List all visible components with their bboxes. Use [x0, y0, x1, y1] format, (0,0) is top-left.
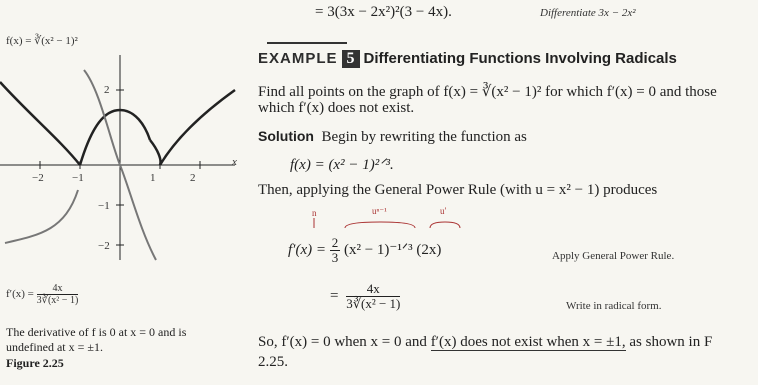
- so-text-b: f′(x) does not exist when x = ±1,: [430, 334, 626, 350]
- derivative-left: [5, 190, 78, 243]
- brace-u: u′: [440, 206, 447, 216]
- figure-graph: [0, 30, 240, 290]
- derivative-fraction-num: 4x: [37, 283, 79, 295]
- top-note: Differentiate 3x − 2x²: [540, 7, 636, 19]
- figure-caption: Figure 2.25: [6, 356, 64, 370]
- solution-line: [258, 128, 527, 146]
- radical-note: Write in radical form.: [566, 300, 662, 312]
- caption-line1: The derivative of f is 0 at x = 0 and is: [6, 325, 187, 339]
- example-title: Differentiating Functions Involving Radicals: [363, 50, 677, 67]
- curve-left: [0, 82, 80, 165]
- x-tick-label-neg1: −1: [72, 172, 84, 184]
- x-tick-label-1: 1: [150, 172, 156, 184]
- rewrite-equation: f(x) = (x² − 1)²ᐟ³.: [290, 157, 394, 173]
- solution-label: Solution: [258, 128, 314, 144]
- derivative-fraction: [37, 283, 79, 306]
- last-line: 2.25.: [258, 354, 288, 370]
- brace-n: n: [312, 208, 317, 218]
- example-heading: [258, 50, 677, 68]
- so-text-a: So, f′(x) = 0 when x = 0 and: [258, 334, 427, 350]
- radical-den: 3∛(x² − 1): [346, 296, 401, 312]
- brace-un1: uⁿ⁻¹: [372, 206, 387, 216]
- problem-line1: Find all points on the graph of f(x) = ∛(x² − 1)² for which f′(x) = 0 and those: [258, 84, 717, 100]
- curve-middle: [80, 110, 150, 165]
- graph-svg: [0, 30, 240, 290]
- deriv-rhs: (x² − 1)⁻¹ᐟ³ (2x): [343, 242, 442, 259]
- so-text-c: as shown in F: [629, 334, 713, 350]
- derivative-equation: [288, 236, 441, 266]
- heading-rule: [267, 42, 347, 44]
- function-label: f(x) = ∛(x² − 1)²: [6, 35, 78, 47]
- radical-eq: =: [330, 288, 339, 305]
- derivative-label-lhs: f′(x) =: [6, 288, 34, 301]
- x-axis-label: x: [232, 156, 237, 168]
- y-tick-label-neg2: −2: [98, 240, 110, 252]
- example-number: 5: [342, 50, 360, 68]
- deriv-frac-den: 3: [331, 250, 339, 266]
- radical-fraction: [346, 282, 400, 312]
- x-tick-label-neg2: −2: [32, 172, 44, 184]
- derivative-label: [6, 283, 78, 306]
- deriv-fraction: [330, 236, 341, 266]
- derivative-fraction-den: 3∛(x² − 1): [36, 295, 79, 306]
- curve-right: [150, 90, 235, 165]
- problem-line2: which f′(x) does not exist.: [258, 100, 415, 116]
- x-tick-label-2: 2: [190, 172, 196, 184]
- radical-equation: [330, 282, 400, 312]
- then-line: Then, applying the General Power Rule (with u = x² − 1) produces: [258, 182, 658, 198]
- deriv-frac-num: 2: [331, 235, 339, 250]
- example-label: EXAMPLE: [258, 50, 338, 67]
- deriv-note: Apply General Power Rule.: [552, 250, 675, 262]
- brace-marks: [300, 216, 470, 230]
- radical-num: 4x: [346, 282, 400, 297]
- y-tick-label-neg1: −1: [98, 200, 110, 212]
- so-line: [258, 334, 712, 351]
- top-equation: = 3(3x − 2x²)²(3 − 4x).: [315, 4, 452, 20]
- deriv-lhs: f′(x) =: [288, 242, 326, 259]
- solution-text: Begin by rewriting the function as: [321, 129, 527, 145]
- caption-line2: undefined at x = ±1.: [6, 340, 103, 354]
- y-tick-label-2: 2: [104, 84, 110, 96]
